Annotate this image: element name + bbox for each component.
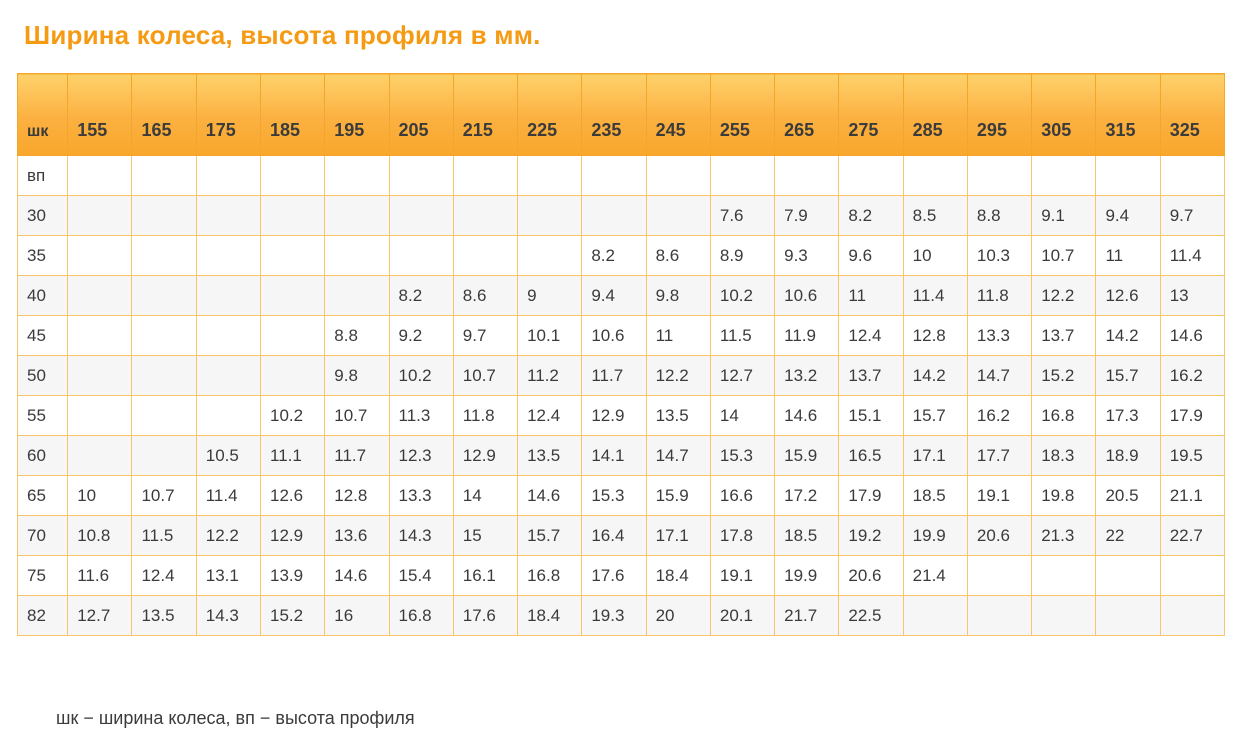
table-cell: 8.2 bbox=[839, 196, 903, 236]
table-cell: 17.7 bbox=[967, 436, 1031, 476]
table-cell bbox=[261, 196, 325, 236]
table-cell bbox=[196, 316, 260, 356]
table-cell: 15.2 bbox=[261, 596, 325, 636]
row-header: 65 bbox=[18, 476, 68, 516]
table-cell: 12.8 bbox=[325, 476, 389, 516]
table-cell: 13.7 bbox=[839, 356, 903, 396]
table-cell: 20.1 bbox=[710, 596, 774, 636]
table-cell: 10.5 bbox=[196, 436, 260, 476]
row-header: 82 bbox=[18, 596, 68, 636]
table-cell: 7.6 bbox=[710, 196, 774, 236]
table-cell: 21.3 bbox=[1032, 516, 1096, 556]
table-cell bbox=[646, 196, 710, 236]
table-cell: 21.4 bbox=[903, 556, 967, 596]
table-cell bbox=[582, 156, 646, 196]
table-cell: 9.8 bbox=[325, 356, 389, 396]
table-cell: 15.7 bbox=[518, 516, 582, 556]
column-header: 175 bbox=[196, 74, 260, 156]
table-cell: 8.8 bbox=[967, 196, 1031, 236]
column-header: 325 bbox=[1160, 74, 1224, 156]
table-cell bbox=[1096, 556, 1160, 596]
table-cell: 10 bbox=[903, 236, 967, 276]
table-cell bbox=[68, 396, 132, 436]
table-cell: 11.9 bbox=[775, 316, 839, 356]
table-cell: 9.1 bbox=[1032, 196, 1096, 236]
table-cell: 14.7 bbox=[646, 436, 710, 476]
table-cell: 12.8 bbox=[903, 316, 967, 356]
column-header: 185 bbox=[261, 74, 325, 156]
table-cell: 9.7 bbox=[1160, 196, 1224, 236]
table-cell: 10.8 bbox=[68, 516, 132, 556]
table-cell bbox=[1160, 556, 1224, 596]
table-cell: 16.2 bbox=[1160, 356, 1224, 396]
table-cell bbox=[518, 196, 582, 236]
table-cell: 12.9 bbox=[582, 396, 646, 436]
table-cell: 10.7 bbox=[325, 396, 389, 436]
table-cell: 17.1 bbox=[646, 516, 710, 556]
table-cell: 15.7 bbox=[1096, 356, 1160, 396]
table-header bbox=[18, 74, 1225, 156]
table-cell: 13.1 bbox=[196, 556, 260, 596]
table-cell bbox=[903, 596, 967, 636]
row-header: 45 bbox=[18, 316, 68, 356]
page-title: Ширина колеса, высота профиля в мм. bbox=[24, 20, 541, 50]
table-cell bbox=[453, 156, 517, 196]
table-cell: 11.4 bbox=[903, 276, 967, 316]
table-cell: 13.7 bbox=[1032, 316, 1096, 356]
table-cell: 13.5 bbox=[646, 396, 710, 436]
table-cell: 8.8 bbox=[325, 316, 389, 356]
table-cell bbox=[646, 156, 710, 196]
table-cell: 19.1 bbox=[967, 476, 1031, 516]
table-cell: 16.1 bbox=[453, 556, 517, 596]
table-cell: 11 bbox=[1096, 236, 1160, 276]
table-cell bbox=[132, 156, 196, 196]
table-cell: 17.6 bbox=[582, 556, 646, 596]
column-header: 315 bbox=[1096, 74, 1160, 156]
table-cell: 15.4 bbox=[389, 556, 453, 596]
table-cell: 12.9 bbox=[261, 516, 325, 556]
column-header: 195 bbox=[325, 74, 389, 156]
table-cell: 15.9 bbox=[646, 476, 710, 516]
column-header: 205 bbox=[389, 74, 453, 156]
table-cell: 10.2 bbox=[710, 276, 774, 316]
table-cell: 17.3 bbox=[1096, 396, 1160, 436]
table-cell bbox=[1160, 596, 1224, 636]
column-header: 265 bbox=[775, 74, 839, 156]
table-cell: 17.6 bbox=[453, 596, 517, 636]
column-header: 155 bbox=[68, 74, 132, 156]
table-cell: 9.3 bbox=[775, 236, 839, 276]
table-cell bbox=[261, 276, 325, 316]
table-cell: 14.6 bbox=[1160, 316, 1224, 356]
table-cell: 13.5 bbox=[518, 436, 582, 476]
row-header: 40 bbox=[18, 276, 68, 316]
table-cell: 18.3 bbox=[1032, 436, 1096, 476]
table-cell: 11.2 bbox=[518, 356, 582, 396]
row-header: 50 bbox=[18, 356, 68, 396]
table-cell bbox=[1096, 156, 1160, 196]
table-row bbox=[18, 436, 1225, 476]
table-cell bbox=[453, 236, 517, 276]
table-cell: 20.6 bbox=[839, 556, 903, 596]
table-cell: 19.5 bbox=[1160, 436, 1224, 476]
table-cell: 15.3 bbox=[582, 476, 646, 516]
table-cell: 17.1 bbox=[903, 436, 967, 476]
table-cell: 8.6 bbox=[646, 236, 710, 276]
table-cell: 13.3 bbox=[389, 476, 453, 516]
table-cell: 12.3 bbox=[389, 436, 453, 476]
table-corner-header: шк bbox=[18, 74, 68, 156]
table-cell: 11.4 bbox=[1160, 236, 1224, 276]
table-cell: 18.5 bbox=[903, 476, 967, 516]
table-cell: 9 bbox=[518, 276, 582, 316]
table-cell bbox=[68, 236, 132, 276]
table-cell: 21.7 bbox=[775, 596, 839, 636]
table-cell: 10.2 bbox=[261, 396, 325, 436]
table-cell: 12.4 bbox=[518, 396, 582, 436]
table-cell: 10.7 bbox=[453, 356, 517, 396]
table-cell bbox=[389, 196, 453, 236]
column-header: 235 bbox=[582, 74, 646, 156]
table-cell: 10.2 bbox=[389, 356, 453, 396]
table-cell: 11.6 bbox=[68, 556, 132, 596]
table-cell: 18.4 bbox=[518, 596, 582, 636]
table-cell bbox=[325, 156, 389, 196]
table-cell: 8.2 bbox=[389, 276, 453, 316]
table-cell: 13 bbox=[1160, 276, 1224, 316]
row-header: 55 bbox=[18, 396, 68, 436]
table-cell bbox=[68, 316, 132, 356]
table-cell: 8.5 bbox=[903, 196, 967, 236]
table-cell bbox=[196, 396, 260, 436]
table-cell: 13.3 bbox=[967, 316, 1031, 356]
table-cell: 16 bbox=[325, 596, 389, 636]
column-header: 215 bbox=[453, 74, 517, 156]
table-cell: 11.8 bbox=[453, 396, 517, 436]
table-cell: 9.2 bbox=[389, 316, 453, 356]
table-cell bbox=[132, 356, 196, 396]
table-cell: 14.6 bbox=[325, 556, 389, 596]
table-cell: 11 bbox=[839, 276, 903, 316]
table-cell: 22.5 bbox=[839, 596, 903, 636]
table-cell: 9.6 bbox=[839, 236, 903, 276]
table-cell: 10.7 bbox=[1032, 236, 1096, 276]
column-header: 285 bbox=[903, 74, 967, 156]
table-cell: 10 bbox=[68, 476, 132, 516]
table-body bbox=[18, 156, 1225, 636]
table-cell: 16.6 bbox=[710, 476, 774, 516]
table-cell: 11.5 bbox=[710, 316, 774, 356]
table-cell: 9.4 bbox=[1096, 196, 1160, 236]
table-cell bbox=[132, 396, 196, 436]
table-cell: 11.5 bbox=[132, 516, 196, 556]
table-cell: 14.3 bbox=[389, 516, 453, 556]
table-cell bbox=[1032, 156, 1096, 196]
table-cell: 12.6 bbox=[1096, 276, 1160, 316]
table-row bbox=[18, 156, 1225, 196]
table-cell: 13.5 bbox=[132, 596, 196, 636]
table-cell bbox=[453, 196, 517, 236]
table-cell bbox=[582, 196, 646, 236]
column-header: 305 bbox=[1032, 74, 1096, 156]
table-cell: 19.2 bbox=[839, 516, 903, 556]
table-cell: 19.9 bbox=[775, 556, 839, 596]
table-cell bbox=[196, 236, 260, 276]
table-cell: 14.1 bbox=[582, 436, 646, 476]
table-cell bbox=[389, 156, 453, 196]
table-cell bbox=[710, 156, 774, 196]
table-cell: 14.2 bbox=[903, 356, 967, 396]
table-cell: 8.9 bbox=[710, 236, 774, 276]
table-cell: 15 bbox=[453, 516, 517, 556]
table-cell: 18.9 bbox=[1096, 436, 1160, 476]
table-row bbox=[18, 356, 1225, 396]
row-header: 30 bbox=[18, 196, 68, 236]
table-cell: 13.6 bbox=[325, 516, 389, 556]
table-row bbox=[18, 196, 1225, 236]
table-cell: 20.5 bbox=[1096, 476, 1160, 516]
table-cell: 12.9 bbox=[453, 436, 517, 476]
table-cell bbox=[261, 316, 325, 356]
table-row bbox=[18, 476, 1225, 516]
table-cell: 16.4 bbox=[582, 516, 646, 556]
table-cell bbox=[389, 236, 453, 276]
table-row bbox=[18, 596, 1225, 636]
row-header: 60 bbox=[18, 436, 68, 476]
table-cell bbox=[1032, 596, 1096, 636]
table-cell: 9.8 bbox=[646, 276, 710, 316]
table-cell: 12.4 bbox=[839, 316, 903, 356]
row-header: вп bbox=[18, 156, 68, 196]
table-cell: 7.9 bbox=[775, 196, 839, 236]
table-cell: 14.3 bbox=[196, 596, 260, 636]
table-header-row bbox=[18, 74, 1225, 156]
table-cell: 10.6 bbox=[582, 316, 646, 356]
table-cell: 19.1 bbox=[710, 556, 774, 596]
table-cell: 10.1 bbox=[518, 316, 582, 356]
column-header: 275 bbox=[839, 74, 903, 156]
table-row bbox=[18, 556, 1225, 596]
table-cell: 15.7 bbox=[903, 396, 967, 436]
table-cell bbox=[261, 356, 325, 396]
table-cell: 12.4 bbox=[132, 556, 196, 596]
table-cell bbox=[132, 316, 196, 356]
row-header: 70 bbox=[18, 516, 68, 556]
row-header: 35 bbox=[18, 236, 68, 276]
table-cell: 10.6 bbox=[775, 276, 839, 316]
table-cell: 10.3 bbox=[967, 236, 1031, 276]
table-cell: 8.6 bbox=[453, 276, 517, 316]
table-cell: 12.2 bbox=[196, 516, 260, 556]
table-cell bbox=[68, 356, 132, 396]
table-cell bbox=[196, 196, 260, 236]
table-cell: 16.8 bbox=[389, 596, 453, 636]
table-row bbox=[18, 236, 1225, 276]
table-cell: 12.6 bbox=[261, 476, 325, 516]
table-cell: 11.3 bbox=[389, 396, 453, 436]
table-cell: 9.7 bbox=[453, 316, 517, 356]
table-cell: 17.8 bbox=[710, 516, 774, 556]
table-cell bbox=[196, 356, 260, 396]
table-cell: 17.9 bbox=[839, 476, 903, 516]
table-cell: 14 bbox=[453, 476, 517, 516]
table-cell: 14 bbox=[710, 396, 774, 436]
table-cell: 11.8 bbox=[967, 276, 1031, 316]
table-row bbox=[18, 316, 1225, 356]
table-cell bbox=[132, 236, 196, 276]
table-cell: 16.2 bbox=[967, 396, 1031, 436]
table-cell: 16.8 bbox=[1032, 396, 1096, 436]
table-cell: 13.2 bbox=[775, 356, 839, 396]
table-row bbox=[18, 276, 1225, 316]
table-cell bbox=[196, 276, 260, 316]
table-cell: 11.1 bbox=[261, 436, 325, 476]
table-cell bbox=[967, 156, 1031, 196]
table-cell: 20 bbox=[646, 596, 710, 636]
table-cell: 19.3 bbox=[582, 596, 646, 636]
table-cell: 15.9 bbox=[775, 436, 839, 476]
table-cell bbox=[261, 236, 325, 276]
table-cell bbox=[132, 196, 196, 236]
table-cell bbox=[1160, 156, 1224, 196]
table-cell: 22 bbox=[1096, 516, 1160, 556]
table-cell: 19.8 bbox=[1032, 476, 1096, 516]
table-cell: 19.9 bbox=[903, 516, 967, 556]
table-cell: 18.5 bbox=[775, 516, 839, 556]
table-cell: 10.7 bbox=[132, 476, 196, 516]
table-cell: 15.2 bbox=[1032, 356, 1096, 396]
column-header: 165 bbox=[132, 74, 196, 156]
table-cell: 17.9 bbox=[1160, 396, 1224, 436]
table-cell bbox=[518, 156, 582, 196]
table-cell bbox=[68, 156, 132, 196]
table-footnote: шк − ширина колеса, вп − высота профиля bbox=[56, 708, 415, 728]
table-cell bbox=[132, 276, 196, 316]
table-cell: 11.7 bbox=[325, 436, 389, 476]
column-header: 255 bbox=[710, 74, 774, 156]
table-cell bbox=[132, 436, 196, 476]
table-cell: 16.8 bbox=[518, 556, 582, 596]
table-cell: 14.2 bbox=[1096, 316, 1160, 356]
table-cell: 21.1 bbox=[1160, 476, 1224, 516]
table-cell: 15.3 bbox=[710, 436, 774, 476]
table-cell: 18.4 bbox=[646, 556, 710, 596]
table-cell bbox=[68, 196, 132, 236]
table-row bbox=[18, 396, 1225, 436]
table-cell: 14.7 bbox=[967, 356, 1031, 396]
table-cell bbox=[839, 156, 903, 196]
table-cell: 12.2 bbox=[1032, 276, 1096, 316]
column-header: 295 bbox=[967, 74, 1031, 156]
table-cell: 22.7 bbox=[1160, 516, 1224, 556]
table-cell bbox=[68, 276, 132, 316]
table-cell bbox=[68, 436, 132, 476]
table-cell bbox=[775, 156, 839, 196]
table-cell: 15.1 bbox=[839, 396, 903, 436]
table-cell: 13.9 bbox=[261, 556, 325, 596]
table-cell bbox=[325, 276, 389, 316]
table-cell bbox=[261, 156, 325, 196]
table-cell bbox=[196, 156, 260, 196]
table-cell bbox=[325, 196, 389, 236]
table-cell: 11.4 bbox=[196, 476, 260, 516]
table-cell: 20.6 bbox=[967, 516, 1031, 556]
table-cell bbox=[967, 596, 1031, 636]
table-cell: 9.4 bbox=[582, 276, 646, 316]
table-cell: 17.2 bbox=[775, 476, 839, 516]
table-cell bbox=[1096, 596, 1160, 636]
table-cell bbox=[325, 236, 389, 276]
table-cell: 14.6 bbox=[518, 476, 582, 516]
table-cell bbox=[967, 556, 1031, 596]
table-cell: 12.2 bbox=[646, 356, 710, 396]
table-row bbox=[18, 516, 1225, 556]
column-header: 225 bbox=[518, 74, 582, 156]
table-cell: 16.5 bbox=[839, 436, 903, 476]
row-header: 75 bbox=[18, 556, 68, 596]
table-cell: 12.7 bbox=[710, 356, 774, 396]
table-cell bbox=[903, 156, 967, 196]
tire-size-table bbox=[17, 73, 1225, 636]
table-cell bbox=[1032, 556, 1096, 596]
table-cell bbox=[518, 236, 582, 276]
table-cell: 11.7 bbox=[582, 356, 646, 396]
table-cell: 12.7 bbox=[68, 596, 132, 636]
table-cell: 8.2 bbox=[582, 236, 646, 276]
table-cell: 14.6 bbox=[775, 396, 839, 436]
column-header: 245 bbox=[646, 74, 710, 156]
tire-size-table-container bbox=[17, 73, 1225, 636]
table-cell: 11 bbox=[646, 316, 710, 356]
